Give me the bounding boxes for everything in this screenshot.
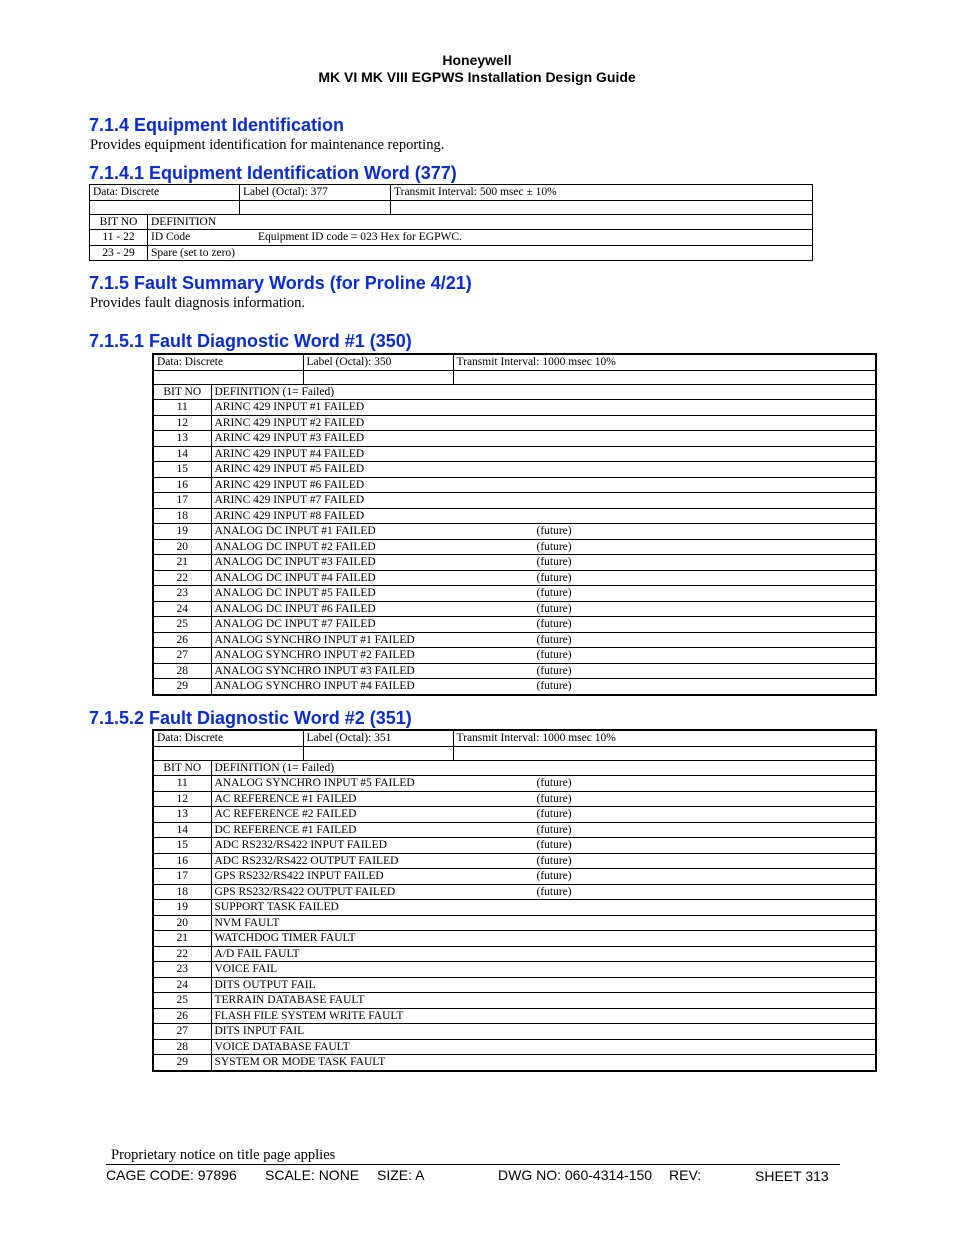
future-note: (future) xyxy=(536,587,572,599)
definition-text: DITS OUTPUT FAIL xyxy=(214,978,316,991)
heading-7-1-5-2: 7.1.5.2 Fault Diagnostic Word #2 (351) xyxy=(89,708,412,728)
definition-cell xyxy=(211,632,876,648)
bit-number-cell: 25 xyxy=(153,993,211,1009)
definition-cell xyxy=(211,570,876,586)
bit-number-cell: 24 xyxy=(153,601,211,617)
definition-cell xyxy=(148,230,813,246)
table-row xyxy=(153,1055,876,1071)
bit-number-cell: 21 xyxy=(153,931,211,947)
future-note: (future) xyxy=(536,633,572,646)
data-type-cell: Data: Discrete xyxy=(90,185,240,201)
future-note: (future) xyxy=(536,870,572,882)
definition-text: ANALOG DC INPUT #7 FAILED xyxy=(214,618,376,631)
bit-number-cell: 27 xyxy=(153,1024,211,1040)
definition-cell xyxy=(211,415,876,431)
definition-cell xyxy=(211,962,876,978)
description-text: Equipment ID code = 023 Hex for EGPWC. xyxy=(258,231,462,243)
bit-number-cell: 11 xyxy=(153,776,211,792)
future-note: (future) xyxy=(536,823,572,836)
label-cell: Label (Octal): 350 xyxy=(303,354,453,370)
definition-header: DEFINITION xyxy=(148,214,813,230)
bit-number-cell: 16 xyxy=(153,477,211,493)
bit-number-cell: 21 xyxy=(153,555,211,571)
equipment-id-word-table xyxy=(89,184,813,261)
scale: SCALE: NONE xyxy=(265,1167,360,1183)
definition-cell xyxy=(211,539,876,555)
table-row xyxy=(153,539,876,555)
definition-text: ARINC 429 INPUT #2 FAILED xyxy=(214,416,365,429)
definition-text: ARINC 429 INPUT #8 FAILED xyxy=(214,509,365,522)
word-info-row xyxy=(153,354,876,370)
future-note: (future) xyxy=(536,885,572,898)
bit-number-cell: 22 xyxy=(153,570,211,586)
definition-text: ID Code xyxy=(151,231,191,244)
word-info-row xyxy=(153,730,876,746)
table-row xyxy=(153,431,876,447)
revision: REV: xyxy=(669,1167,702,1183)
bit-number-cell: 12 xyxy=(153,791,211,807)
table-row xyxy=(153,977,876,993)
definition-text: A/D FAIL FAULT xyxy=(214,947,300,960)
bit-number-cell: 19 xyxy=(153,900,211,916)
definition-cell xyxy=(211,822,876,838)
future-note: (future) xyxy=(536,854,572,867)
definition-cell xyxy=(211,993,876,1009)
table-row xyxy=(153,853,876,869)
bit-number-cell: 14 xyxy=(153,446,211,462)
table-row xyxy=(153,663,876,679)
bit-number-cell: 18 xyxy=(153,884,211,900)
definition-text: ANALOG SYNCHRO INPUT #5 FAILED xyxy=(214,777,415,790)
document-title: MK VI MK VIII EGPWS Installation Design Guide xyxy=(318,69,636,85)
table-row xyxy=(153,931,876,947)
blank-row xyxy=(90,200,813,214)
table-row xyxy=(153,415,876,431)
data-type-cell: Data: Discrete xyxy=(153,730,303,746)
table-row xyxy=(153,508,876,524)
table-row xyxy=(153,601,876,617)
definition-cell xyxy=(211,884,876,900)
definition-text: ANALOG SYNCHRO INPUT #3 FAILED xyxy=(214,664,415,677)
table-row xyxy=(153,555,876,571)
table-row xyxy=(153,400,876,416)
definition-cell xyxy=(211,477,876,493)
definition-text: ARINC 429 INPUT #6 FAILED xyxy=(214,478,365,491)
definition-cell xyxy=(211,400,876,416)
definition-cell xyxy=(211,853,876,869)
definition-cell xyxy=(211,617,876,633)
definition-text: VOICE DATABASE FAULT xyxy=(214,1040,350,1053)
bit-number-cell: 15 xyxy=(153,462,211,478)
definition-text: ARINC 429 INPUT #5 FAILED xyxy=(214,463,365,476)
drawing-number: DWG NO: 060-4314-150 xyxy=(498,1167,653,1183)
definition-cell xyxy=(211,555,876,571)
definition-cell xyxy=(211,946,876,962)
definition-cell xyxy=(211,493,876,509)
definition-text: ARINC 429 INPUT #7 FAILED xyxy=(214,494,365,507)
definition-text: AC REFERENCE #1 FAILED xyxy=(214,792,357,805)
definition-text: ADC RS232/RS422 OUTPUT FAILED xyxy=(214,854,399,867)
definition-text: DITS INPUT FAIL xyxy=(214,1025,305,1038)
table-row xyxy=(153,493,876,509)
bit-number-cell: 26 xyxy=(153,1008,211,1024)
table-row xyxy=(153,679,876,695)
definition-text: ARINC 429 INPUT #3 FAILED xyxy=(214,432,365,445)
definition-cell xyxy=(211,807,876,823)
future-note: (future) xyxy=(536,618,572,630)
definition-text: ANALOG DC INPUT #6 FAILED xyxy=(214,602,376,615)
paragraph-fault-summary: Provides fault diagnosis information. xyxy=(90,295,306,311)
heading-7-1-4: 7.1.4 Equipment Identification xyxy=(89,115,345,135)
bit-number-cell: 28 xyxy=(153,663,211,679)
definition-text: ANALOG DC INPUT #2 FAILED xyxy=(214,540,376,553)
future-note: (future) xyxy=(536,792,572,805)
bit-number-cell: 27 xyxy=(153,648,211,664)
bit-no-header: BIT NO xyxy=(153,760,211,776)
table-row xyxy=(153,1024,876,1040)
bit-number-cell: 19 xyxy=(153,524,211,540)
definition-cell xyxy=(211,776,876,792)
definition-text: ADC RS232/RS422 INPUT FAILED xyxy=(214,839,387,852)
bit-number-cell: 11 xyxy=(153,400,211,416)
table-row xyxy=(153,617,876,633)
bit-number-cell: 20 xyxy=(153,539,211,555)
fault-diagnostic-word-1-table xyxy=(152,353,877,696)
proprietary-notice: Proprietary notice on title page applies xyxy=(111,1147,336,1163)
table-row xyxy=(153,446,876,462)
bit-number-cell: 20 xyxy=(153,915,211,931)
column-header-row xyxy=(153,760,876,776)
table-row xyxy=(153,884,876,900)
bit-number-cell: 23 - 29 xyxy=(90,245,148,261)
interval-cell: Transmit Interval: 1000 msec 10% xyxy=(453,354,876,370)
fault-diagnostic-word-2-table xyxy=(152,729,877,1072)
bit-number-cell: 26 xyxy=(153,632,211,648)
definition-cell xyxy=(211,900,876,916)
future-note: (future) xyxy=(536,649,572,661)
definition-cell xyxy=(211,446,876,462)
definition-text: TERRAIN DATABASE FAULT xyxy=(214,994,365,1007)
definition-text: ANALOG DC INPUT #5 FAILED xyxy=(214,587,376,600)
definition-cell xyxy=(211,915,876,931)
company-name: Honeywell xyxy=(442,52,512,68)
bit-number-cell: 24 xyxy=(153,977,211,993)
definition-cell xyxy=(211,869,876,885)
table-row xyxy=(153,648,876,664)
table-row xyxy=(153,962,876,978)
bit-number-cell: 14 xyxy=(153,822,211,838)
label-cell: Label (Octal): 351 xyxy=(303,730,453,746)
table-row xyxy=(153,586,876,602)
definition-text: ARINC 429 INPUT #4 FAILED xyxy=(214,447,365,460)
table-row xyxy=(153,900,876,916)
definition-text: GPS RS232/RS422 INPUT FAILED xyxy=(214,870,384,883)
definition-text: ARINC 429 INPUT #1 FAILED xyxy=(214,401,365,414)
column-header-row xyxy=(153,384,876,400)
definition-text: SYSTEM OR MODE TASK FAULT xyxy=(214,1056,386,1069)
definition-cell xyxy=(211,601,876,617)
definition-cell xyxy=(211,977,876,993)
bit-no-header: BIT NO xyxy=(153,384,211,400)
bit-number-cell: 17 xyxy=(153,869,211,885)
definition-cell xyxy=(211,1039,876,1055)
definition-cell xyxy=(211,663,876,679)
bit-number-cell: 23 xyxy=(153,962,211,978)
definition-text: Spare (set to zero) xyxy=(151,246,235,259)
definition-cell xyxy=(211,838,876,854)
bit-number-cell: 25 xyxy=(153,617,211,633)
definition-text: GPS RS232/RS422 OUTPUT FAILED xyxy=(214,885,396,898)
future-note: (future) xyxy=(536,602,572,615)
blank-row xyxy=(153,746,876,760)
future-note: (future) xyxy=(536,525,572,537)
future-note: (future) xyxy=(536,571,572,584)
definition-text: AC REFERENCE #2 FAILED xyxy=(214,808,357,821)
table-row xyxy=(153,570,876,586)
bit-number-cell: 18 xyxy=(153,508,211,524)
future-note: (future) xyxy=(536,808,572,820)
bit-number-cell: 28 xyxy=(153,1039,211,1055)
bit-number-cell: 12 xyxy=(153,415,211,431)
future-note: (future) xyxy=(536,540,572,553)
definition-text: ANALOG SYNCHRO INPUT #4 FAILED xyxy=(214,680,415,693)
heading-7-1-5-1: 7.1.5.1 Fault Diagnostic Word #1 (350) xyxy=(89,331,412,351)
bit-number-cell: 23 xyxy=(153,586,211,602)
paragraph-equipment-identification: Provides equipment identification for maintenance reporting. xyxy=(90,137,445,153)
table-row xyxy=(153,822,876,838)
definition-cell xyxy=(211,1008,876,1024)
definition-text: VOICE FAIL xyxy=(214,963,278,976)
definition-cell xyxy=(211,931,876,947)
table-row xyxy=(153,477,876,493)
definition-text: DC REFERENCE #1 FAILED xyxy=(214,823,357,836)
size: SIZE: A xyxy=(377,1167,425,1183)
table-row xyxy=(153,915,876,931)
future-note: (future) xyxy=(536,839,572,851)
table-row xyxy=(153,838,876,854)
bit-no-header: BIT NO xyxy=(90,214,148,230)
future-note: (future) xyxy=(536,680,572,692)
definition-header: DEFINITION (1= Failed) xyxy=(211,760,876,776)
bit-number-cell: 22 xyxy=(153,946,211,962)
interval-cell: Transmit Interval: 1000 msec 10% xyxy=(453,730,876,746)
table-row xyxy=(153,462,876,478)
heading-7-1-5: 7.1.5 Fault Summary Words (for Proline 4/21) xyxy=(89,273,472,293)
definition-text: ANALOG DC INPUT #3 FAILED xyxy=(214,556,376,569)
definition-cell xyxy=(211,431,876,447)
future-note: (future) xyxy=(536,664,572,677)
table-row xyxy=(153,807,876,823)
table-row xyxy=(153,791,876,807)
table-row xyxy=(153,632,876,648)
bit-number-cell: 29 xyxy=(153,679,211,695)
definition-text: ANALOG DC INPUT #1 FAILED xyxy=(214,525,376,538)
bit-number-cell: 17 xyxy=(153,493,211,509)
future-note: (future) xyxy=(536,556,572,568)
definition-cell xyxy=(211,791,876,807)
data-type-cell: Data: Discrete xyxy=(153,354,303,370)
table-row xyxy=(90,230,813,246)
definition-text: ANALOG SYNCHRO INPUT #1 FAILED xyxy=(214,633,415,646)
definition-cell xyxy=(211,586,876,602)
column-header-row xyxy=(90,214,813,230)
definition-cell xyxy=(148,245,813,261)
table-row xyxy=(153,1039,876,1055)
definition-text: ANALOG SYNCHRO INPUT #2 FAILED xyxy=(214,649,415,662)
definition-cell xyxy=(211,508,876,524)
definition-cell xyxy=(211,524,876,540)
definition-cell xyxy=(211,1055,876,1071)
table-row xyxy=(153,946,876,962)
cage-code: CAGE CODE: 97896 xyxy=(106,1167,237,1183)
table-row xyxy=(153,1008,876,1024)
table-row xyxy=(153,869,876,885)
definition-cell xyxy=(211,462,876,478)
definition-cell xyxy=(211,1024,876,1040)
definition-text: NVM FAULT xyxy=(214,916,280,929)
definition-text: ANALOG DC INPUT #4 FAILED xyxy=(214,571,376,584)
table-row xyxy=(153,993,876,1009)
sheet-number: SHEET 313 xyxy=(755,1168,829,1184)
blank-row xyxy=(153,370,876,384)
table-row xyxy=(153,524,876,540)
definition-cell xyxy=(211,648,876,664)
footer-rule xyxy=(106,1164,840,1165)
definition-header: DEFINITION (1= Failed) xyxy=(211,384,876,400)
table-row xyxy=(90,245,813,261)
bit-number-cell: 11 - 22 xyxy=(90,230,148,246)
table-row xyxy=(153,776,876,792)
definition-text: WATCHDOG TIMER FAULT xyxy=(214,932,356,945)
bit-number-cell: 13 xyxy=(153,431,211,447)
definition-text: SUPPORT TASK FAILED xyxy=(214,901,339,914)
definition-text: FLASH FILE SYSTEM WRITE FAULT xyxy=(214,1009,404,1022)
heading-7-1-4-1: 7.1.4.1 Equipment Identification Word (377) xyxy=(89,163,457,183)
bit-number-cell: 16 xyxy=(153,853,211,869)
definition-cell xyxy=(211,679,876,695)
label-cell: Label (Octal): 377 xyxy=(240,185,391,201)
word-info-row xyxy=(90,185,813,201)
bit-number-cell: 15 xyxy=(153,838,211,854)
future-note: (future) xyxy=(536,777,572,789)
bit-number-cell: 29 xyxy=(153,1055,211,1071)
bit-number-cell: 13 xyxy=(153,807,211,823)
interval-cell: Transmit Interval: 500 msec ± 10% xyxy=(391,185,813,201)
